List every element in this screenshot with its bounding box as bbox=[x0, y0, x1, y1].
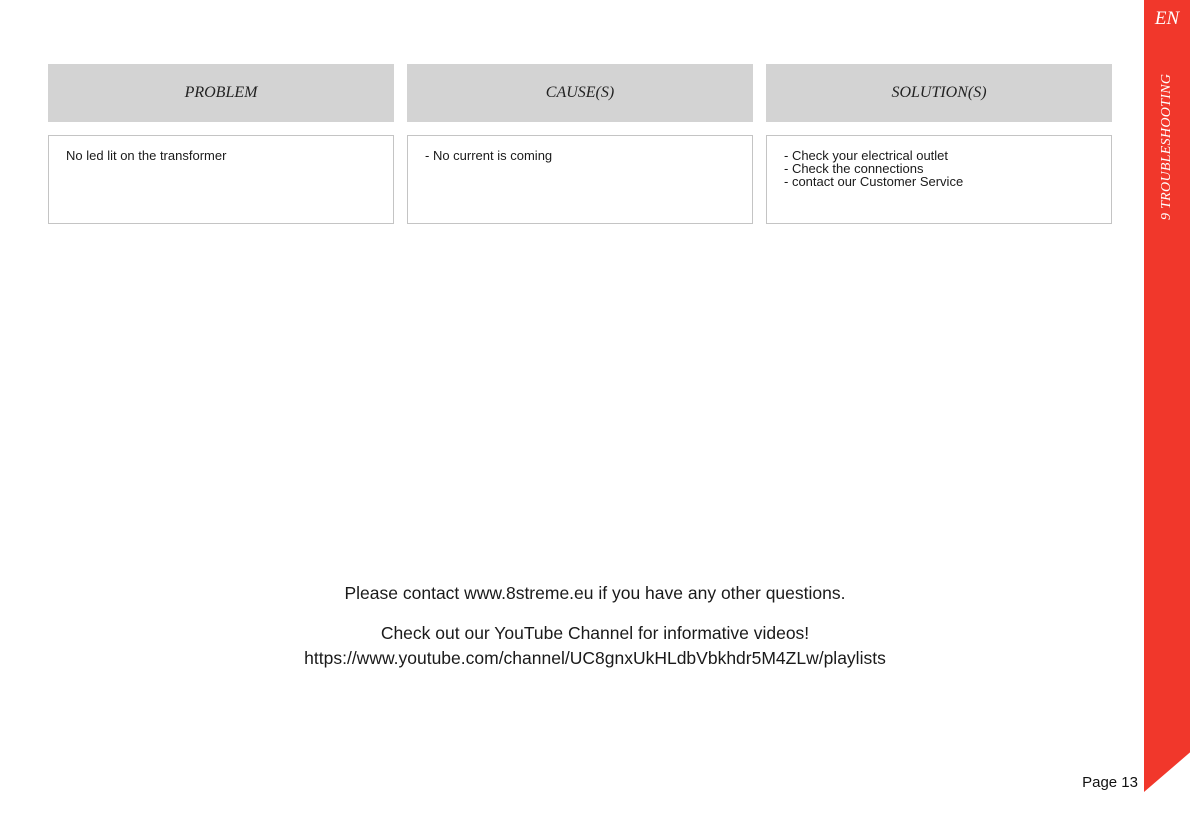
language-label: EN bbox=[1154, 8, 1180, 29]
solution-text: - Check the connections bbox=[784, 161, 924, 176]
solution-cell bbox=[766, 135, 1112, 224]
contact-text: Please contact www.8streme.eu if you have any other questions. bbox=[344, 583, 846, 603]
solution-text: - Check your electrical outlet bbox=[784, 148, 949, 163]
header-solutions: SOLUTION(S) bbox=[766, 64, 1112, 122]
cause-cell bbox=[407, 135, 753, 224]
problem-cell bbox=[48, 135, 394, 224]
section-title: 9 TROUBLESHOOTING bbox=[1159, 73, 1174, 220]
cause-text: - No current is coming bbox=[425, 148, 553, 163]
problem-text: No led lit on the transformer bbox=[66, 148, 227, 163]
header-problem: PROBLEM bbox=[48, 64, 394, 122]
header-causes: CAUSE(S) bbox=[407, 64, 753, 122]
youtube-text: Check out our YouTube Channel for informative videos! bbox=[380, 623, 810, 643]
page-number: Page 13 bbox=[1082, 774, 1138, 791]
youtube-link[interactable]: https://www.youtube.com/channel/UC8gnxUkHLdbVbkhdr5M4ZLw/playlists bbox=[304, 648, 886, 668]
solution-text: - contact our Customer Service bbox=[784, 174, 964, 189]
